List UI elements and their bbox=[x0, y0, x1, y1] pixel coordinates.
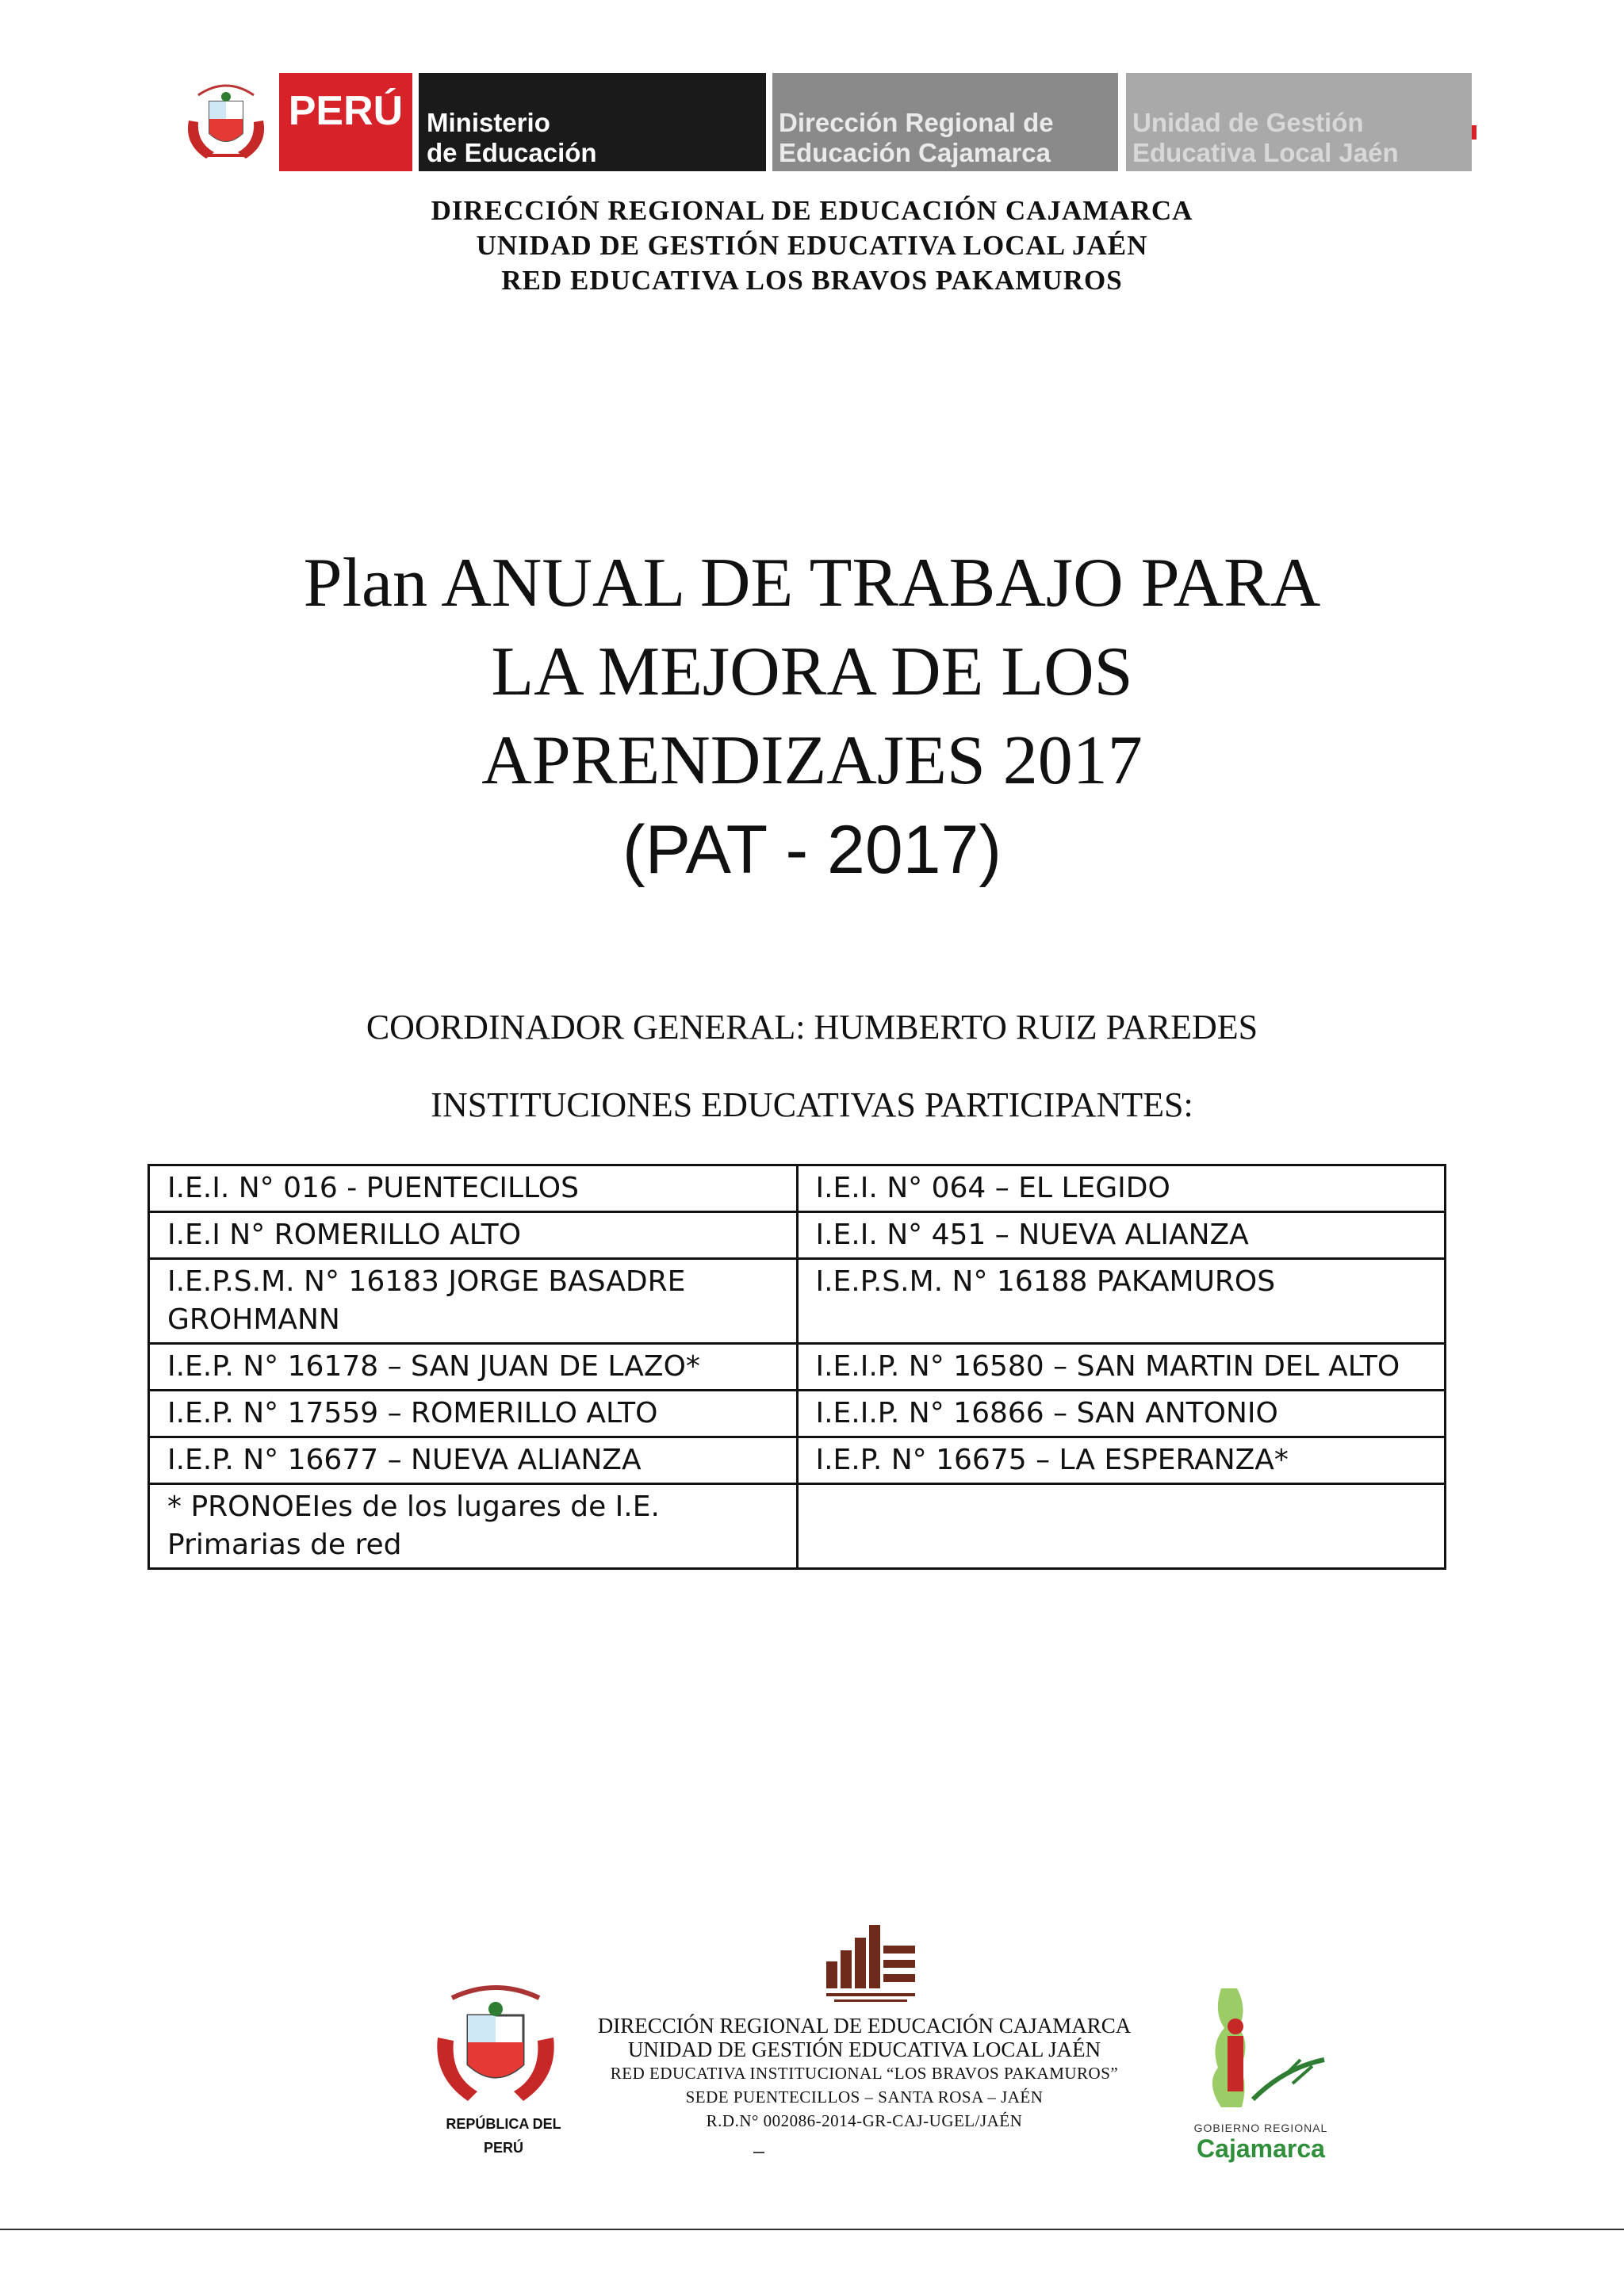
gobierno-regional-label bbox=[1166, 2122, 1356, 2164]
table-cell: I.E.I. N° 451 – NUEVA ALIANZA bbox=[797, 1212, 1446, 1259]
table-cell: I.E.I.P. N° 16580 – SAN MARTIN DEL ALTO bbox=[797, 1344, 1446, 1391]
table-cell: I.E.I. N° 064 – EL LEGIDO bbox=[797, 1165, 1446, 1212]
bottom-rule bbox=[0, 2229, 1624, 2230]
table-cell: I.E.I. N° 016 - PUENTECILLOS bbox=[149, 1165, 798, 1212]
table-cell: I.E.P.S.M. N° 16188 PAKAMUROS bbox=[797, 1259, 1446, 1344]
footer-line-5: R.D.N° 002086-2014-GR-CAJ-UGEL/JAÉN bbox=[706, 2111, 1023, 2130]
ministerio-block bbox=[419, 73, 766, 171]
table-cell bbox=[797, 1484, 1446, 1569]
table-row bbox=[149, 1484, 1446, 1569]
table-row bbox=[149, 1437, 1446, 1484]
header-line-3: RED EDUCATIVA LOS BRAVOS PAKAMUROS bbox=[501, 265, 1123, 296]
title-line-3: APRENDIZAJES 2017 bbox=[481, 722, 1143, 799]
table-row bbox=[149, 1259, 1446, 1344]
document-title bbox=[0, 539, 1624, 894]
table-row bbox=[149, 1344, 1446, 1391]
table-cell: I.E.P.S.M. N° 16183 JORGE BASADRE GROHMANN bbox=[149, 1259, 798, 1344]
table-cell: I.E.P. N° 16178 – SAN JUAN DE LAZO* bbox=[149, 1344, 798, 1391]
table-cell: I.E.P. N° 16677 – NUEVA ALIANZA bbox=[149, 1437, 798, 1484]
table-cell: I.E.P. N° 17559 – ROMERILLO ALTO bbox=[149, 1391, 798, 1437]
dre-line-2: Educación Cajamarca bbox=[779, 138, 1051, 167]
footer-dash bbox=[753, 2152, 764, 2153]
dre-line-1: Dirección Regional de bbox=[779, 108, 1054, 137]
dre-block bbox=[772, 73, 1118, 171]
title-line-4: (PAT - 2017) bbox=[622, 812, 1002, 888]
ugel-line-1: Unidad de Gestión bbox=[1132, 108, 1364, 137]
institutions-table bbox=[147, 1164, 1446, 1570]
table-cell: I.E.I.P. N° 16866 – SAN ANTONIO bbox=[797, 1391, 1446, 1437]
ministerio-line-1: Ministerio bbox=[427, 108, 550, 137]
table-cell: * PRONOEIes de los lugares de I.E. Primarias de red bbox=[149, 1484, 798, 1569]
table-row bbox=[149, 1165, 1446, 1212]
ugel-line-2: Educativa Local Jaén bbox=[1132, 138, 1399, 167]
institutions-heading: INSTITUCIONES EDUCATIVAS PARTICIPANTES: bbox=[431, 1085, 1193, 1124]
red-educativa-logo-icon bbox=[818, 1922, 921, 2009]
title-line-2: LA MEJORA DE LOS bbox=[491, 633, 1133, 710]
table-row bbox=[149, 1212, 1446, 1259]
title-line-1: Plan ANUAL DE TRABAJO PARA bbox=[303, 545, 1321, 622]
footer-line-2: UNIDAD DE GESTIÓN EDUCATIVA LOCAL JAÉN bbox=[627, 2038, 1101, 2061]
peru-brand-block bbox=[279, 73, 412, 171]
republica-label: REPÚBLICA DEL PERÚ bbox=[446, 2116, 561, 2156]
banner-red-mark bbox=[1472, 125, 1477, 140]
header-line-1: DIRECCIÓN REGIONAL DE EDUCACIÓN CAJAMARCA bbox=[431, 195, 1193, 226]
peru-coat-of-arms-icon bbox=[182, 73, 270, 171]
footer-institution-block bbox=[539, 2014, 1189, 2133]
peru-label: PERÚ bbox=[288, 88, 404, 134]
cajamarca-label: Cajamarca bbox=[1197, 2134, 1325, 2163]
ministerio-line-2: de Educación bbox=[427, 138, 597, 167]
header-line-2: UNIDAD DE GESTIÓN EDUCATIVA LOCAL JAÉN bbox=[476, 230, 1148, 261]
table-cell: I.E.I N° ROMERILLO ALTO bbox=[149, 1212, 798, 1259]
footer-line-4: SEDE PUENTECILLOS – SANTA ROSA – JAÉN bbox=[685, 2087, 1044, 2107]
footer-line-1: DIRECCIÓN REGIONAL DE EDUCACIÓN CAJAMARCA bbox=[597, 2014, 1132, 2038]
table-row bbox=[149, 1391, 1446, 1437]
gobierno-regional-small: GOBIERNO REGIONAL bbox=[1193, 2122, 1328, 2134]
ugel-block bbox=[1126, 73, 1472, 171]
header-institution-lines bbox=[0, 193, 1624, 298]
table-cell: I.E.P. N° 16675 – LA ESPERANZA* bbox=[797, 1437, 1446, 1484]
coordinator-line: COORDINADOR GENERAL: HUMBERTO RUIZ PAREDES bbox=[366, 1008, 1258, 1047]
footer-line-3: RED EDUCATIVA INSTITUCIONAL “LOS BRAVOS PAKAMUROS” bbox=[610, 2064, 1119, 2083]
